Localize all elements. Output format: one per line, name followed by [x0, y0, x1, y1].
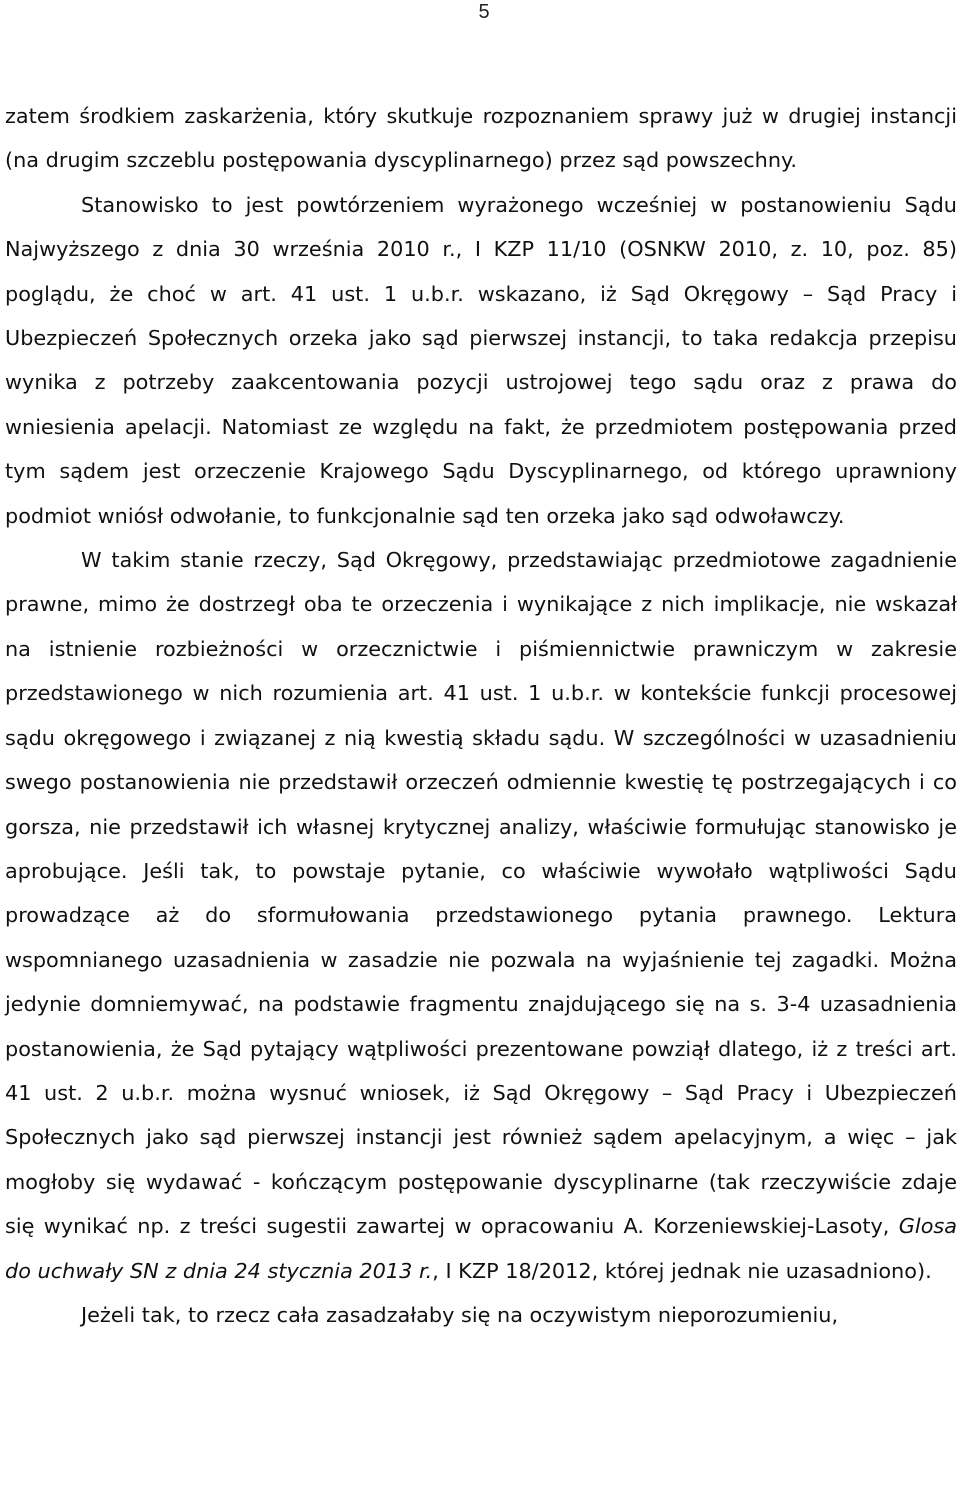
- document-body: [5, 94, 957, 1337]
- paragraph-1: zatem środkiem zaskarżenia, który skutkuje rozpoznaniem sprawy już w drugiej instancji (na drugim szczeblu postępowania dyscyplinarnego) przez sąd powszechny.: [5, 104, 957, 173]
- paragraph-2: Stanowisko to jest powtórzeniem wyrażonego wcześniej w postanowieniu Sądu Najwyższego z dnia 30 września 2010 r., I KZP 11/10 (OSNKW 2010, z. 10, poz. 85) poglądu, że choć w art. 41 ust. 1 u.b.r. wskazano, iż Sąd Okręgowy – Sąd Pracy i Ubezpieczeń Społecznych orzeka jako sąd pierwszej instancji, to taka redakcja przepisu wynika z potrzeby zaakcentowania pozycji ustrojowej tego sądu oraz z prawa do wniesienia apelacji. Natomiast ze względu na fakt, że przedmiotem postępowania przed tym sądem jest orzeczenie Krajowego Sądu Dyscyplinarnego, od którego uprawniony podmiot wniósł odwołanie, to funkcjonalnie sąd ten orzeka jako sąd odwoławczy.: [5, 192, 957, 528]
- paragraph-4: Jeżeli tak, to rzecz cała zasadzałaby się na oczywistym nieporozumieniu,: [81, 1302, 839, 1327]
- paragraph-3-italic-citation: Glosa do uchwały SN z dnia 24 stycznia 2013 r.: [5, 1214, 957, 1283]
- page-number: 5: [478, 1, 490, 23]
- paragraph-3-text-end: , I KZP 18/2012, której jednak nie uzasadniono).: [432, 1258, 932, 1283]
- paragraph-3-text: W takim stanie rzeczy, Sąd Okręgowy, przedstawiając przedmiotowe zagadnienie prawne, mimo że dostrzegł oba te orzeczenia i wynikające z nich implikacje, nie wskazał na istnienie rozbieżności w orzecznictwie i piśmiennictwie prawniczym w zakresie przedstawionego w nich rozumienia art. 41 ust. 1 u.b.r. w kontekście funkcji procesowej sądu okręgowego i związanej z nią kwestią składu sądu. W szczególności w uzasadnieniu swego postanowienia nie przedstawił orzeczeń odmiennie kwestię tę postrzegających i co gorsza, nie przedstawił ich własnej krytycznej analizy, właściwie formułując stanowisko je aprobujące. Jeśli tak, to powstaje pytanie, co właściwie wywołało wątpliwości Sądu prowadzące aż do sformułowania przedstawionego pytania prawnego. Lektura wspomnianego uzasadnienia w zasadzie nie pozwala na wyjaśnienie tej zagadki. Można jedynie domniemywać, na podstawie fragmentu znajdującego się na s. 3-4 uzasadnienia postanowienia, że Sąd pytający wątpliwości prezentowane powziął dlatego, iż z treści art. 41 ust. 2 u.b.r. można wysnuć wniosek, iż Sąd Okręgowy – Sąd Pracy i Ubezpieczeń Społecznych jako sąd pierwszej instancji jest również sądem apelacyjnym, a więc – jak mogłoby się wydawać - kończącym postępowanie dyscyplinarne (tak rzeczywiście zdaje się wynikać np. z treści sugestii zawartej w opracowaniu A. Korzeniewskiej-Lasoty,: [5, 548, 957, 1239]
- paragraph-3: [5, 538, 957, 1293]
